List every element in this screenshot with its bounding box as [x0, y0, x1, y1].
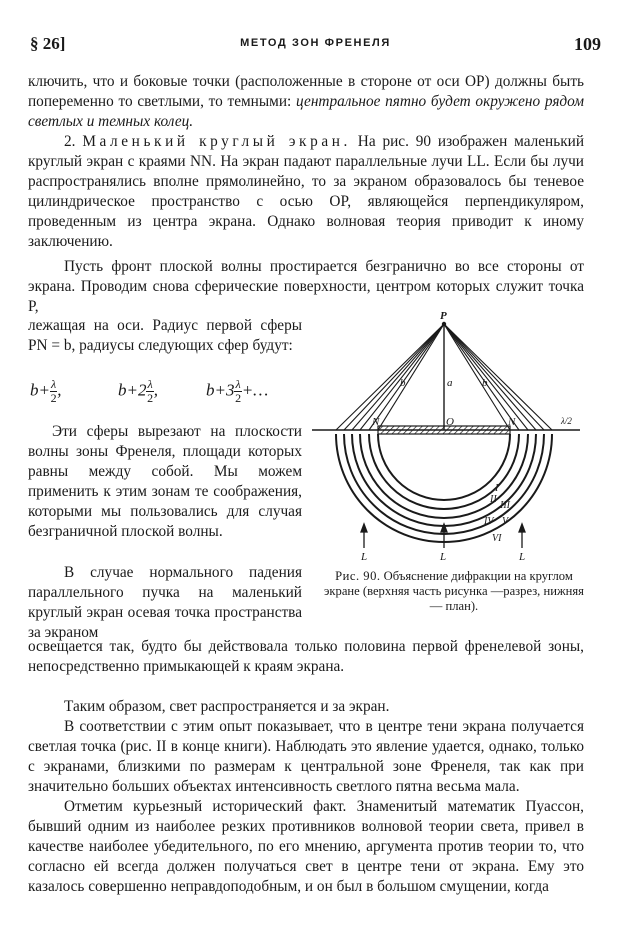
label-lambda-half: λ/2 [561, 416, 572, 426]
zone-label-VI: VI [492, 533, 502, 544]
label-P: P [440, 310, 447, 322]
caption-text: Объяснение дифракции на круглом экране (верхняя часть рисунка —разрез, нижняя — план). [324, 569, 584, 613]
paragraph-3-narrow: лежащая на оси. Радиус первой сферы PN = b, радиусы следующих сфер будут: [28, 317, 302, 354]
zone-label-III: III [500, 500, 510, 511]
page-header [30, 34, 601, 62]
zone-label-II: II [490, 494, 497, 505]
paragraph-7: В соответствии с этим опыт показывает, что в центре тени экрана получается светлая точка (рис. II в конце книги). Наблюдать это явление удается, однако, только с экранами, близкими по размерам к центральной зоне Френеля, так как при значительно больших объектах интенсивность светлого пятна весьма мала. [28, 718, 584, 795]
label-O: O [446, 416, 454, 428]
point-P-marker [442, 322, 446, 326]
zone-label-V: V [502, 516, 509, 527]
label-L-left: L [361, 551, 368, 563]
rays-from-P [336, 324, 552, 430]
radius-formula [30, 378, 310, 418]
paragraph-4: Эти сферы вырезают на плоскости волны зоны Френеля, площади которых равны между собой. Мы можем применить к этим зонам те соображения, которыми мы пользовались для случая безграничной плоской волны. [28, 423, 302, 540]
section-number: § 26] [30, 34, 66, 53]
zone-label-IV: IV [484, 516, 494, 527]
section-heading: Маленький круглый экран. [82, 133, 351, 150]
label-L-center: L [440, 551, 447, 563]
figure-90-diagram [312, 304, 592, 576]
label-b-right: b [482, 377, 488, 389]
figure-caption [320, 569, 588, 614]
caption-label: Рис. 90. [335, 569, 381, 583]
formula-term-2: b+2 $\frac{\lambda}{2}$ , [118, 377, 158, 405]
label-L-right: L [519, 551, 526, 563]
italic-conclusion: центральное пятно будет окружено рядом светлых и темных колец. [28, 92, 584, 130]
zone-label-I: I [495, 483, 499, 494]
formula-term-1: b+ $\frac{\lambda}{2}$ , [30, 377, 62, 405]
paragraph-2: 2. Маленький круглый экран. На рис. 90 изображен маленький круглый экран с краями NN. На экран падают параллельные лучи LL. Если бы лучи распространялись вполне прямолинейно, то за экраном образовалось бы теневое цилиндрическое пространство с осью OP, являющейся перпендикуляром, проведенным из центра экрана. Однако волновая теория приводит к иному заключению. [28, 133, 585, 250]
label-N-left: N [372, 416, 380, 428]
paragraph-5-continued: освещается так, будто бы действовала только половина первой френелевой зоны, непосредственно примыкающей к краям экрана. [28, 638, 584, 675]
paragraph-6: Таким образом, свет распространяется и за экран. [64, 698, 390, 715]
label-b-left: b [400, 377, 406, 389]
label-N-right: N [508, 416, 516, 428]
label-a: a [447, 377, 453, 389]
page-number: 109 [574, 34, 601, 54]
running-title: МЕТОД ЗОН ФРЕНЕЛЯ [240, 37, 391, 49]
paragraph-3: Пусть фронт плоской волны простирается безгранично во все стороны от экрана. Проводим снова сферические поверхности, центром которых служит точка P, [28, 258, 584, 315]
formula-term-3: b+3 $\frac{\lambda}{2}$ +… [206, 377, 269, 405]
paragraph-8: Отметим курьезный исторический факт. Знаменитый математик Пуассон, бывший одним из наиболее резких противников волновой теории света, привел в качестве наиболее убедительного, по его мнению, аргумента против теории то, что согласно ей всегда должен получаться свет в центре тени от экрана. Ему это казалось совершенно неправдоподобным, и он был в большом смущении, когда [28, 798, 584, 895]
paragraph-5-narrow: В случае нормального падения параллельного пучка на маленький круглый экран осевая точка пространства за экраном [28, 564, 302, 641]
paragraph-1: ключить, что и боковые точки (расположенные в стороне от оси OP) должны быть попеременно то светлыми, то темными: центральное пятно будет окружено рядом светлых и темных колец. [28, 73, 584, 130]
